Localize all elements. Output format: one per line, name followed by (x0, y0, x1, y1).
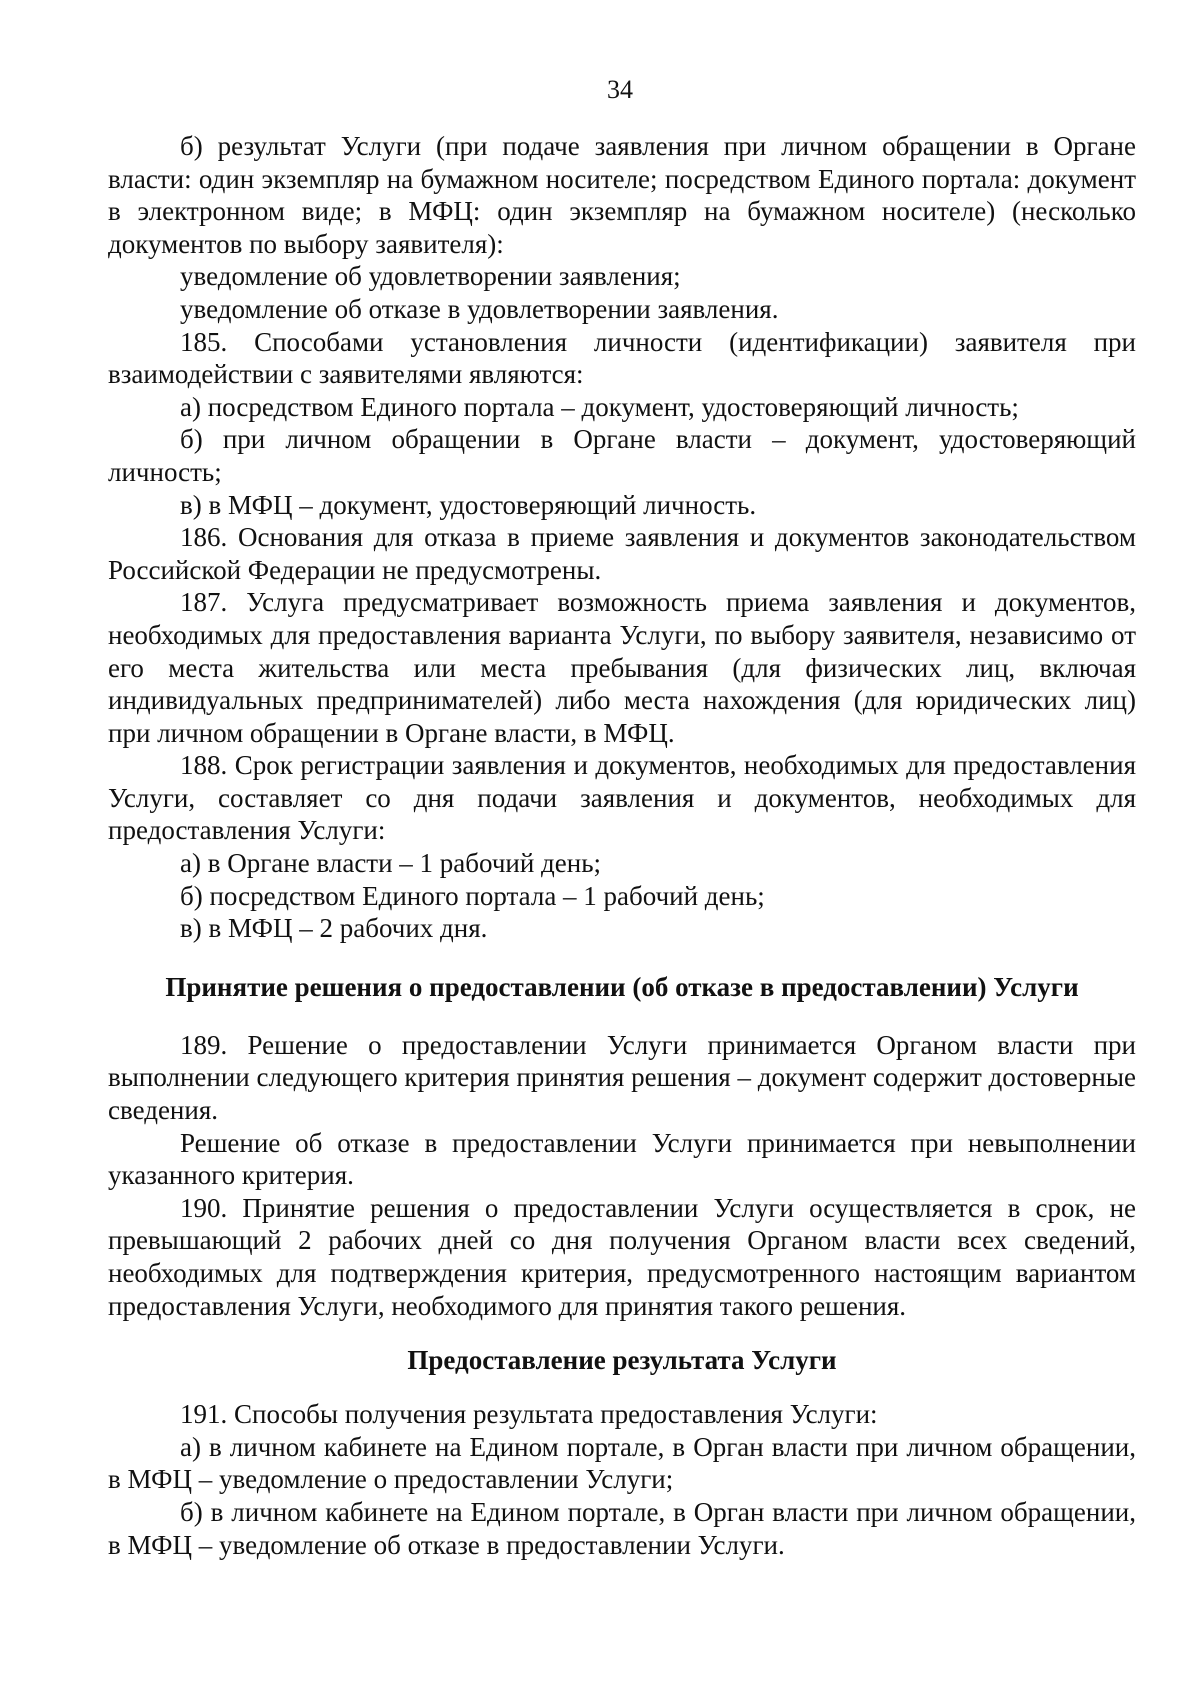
page-number: 34 (607, 75, 633, 104)
paragraph-191: 191. Способы получения результата предоставления Услуги: (180, 1399, 878, 1430)
paragraph-refusal-decision: Решение об отказе в предоставлении Услуги принимается при невыполнении указанного критерия. (108, 1127, 1136, 1191)
paragraph-190: 190. Принятие решения о предоставлении Услуги осуществляется в срок, не превышающий 2 рабочих дней со дня получения Органом власти всех сведений, необходимых для подтверждения критерия, предусмотренного настоящим вариантом предоставления Услуги, необходимого для принятия такого решения. (108, 1192, 1136, 1321)
section-heading-decision: Принятие решения о предоставлении (об отказе в предоставлении) Услуги (165, 971, 1079, 1002)
paragraph-notice-approval: уведомление об удовлетворении заявления; (180, 261, 681, 292)
paragraph-188-c: в) в МФЦ – 2 рабочих дня. (180, 913, 488, 944)
document-body (108, 130, 1136, 1561)
paragraph-188: 188. Срок регистрации заявления и документов, необходимых для предоставления Услуги, составляет со дня подачи заявления и документов, необходимых для предоставления Услуги: (108, 750, 1136, 846)
paragraph-result-options: б) результат Услуги (при подаче заявления при личном обращении в Органе власти: один экземпляр на бумажном носителе; посредством Единого портала: документ в электронном виде; в МФЦ: один экземпляр на бумажном носителе) (несколько документов по выбору заявителя): (108, 131, 1136, 259)
paragraph-186: 186. Основания для отказа в приеме заявления и документов законодательством Российской Федерации не предусмотрены. (108, 522, 1136, 585)
paragraph-188-a: а) в Органе власти – 1 рабочий день; (180, 848, 602, 879)
paragraph-188-b: б) посредством Единого портала – 1 рабочий день; (180, 880, 765, 911)
paragraph-185-c: в) в МФЦ – документ, удостоверяющий личность. (180, 489, 757, 520)
paragraph-notice-refusal: уведомление об отказе в удовлетворении заявления. (180, 293, 779, 324)
paragraph-185-a: а) посредством Единого портала – документ, удостоверяющий личность; (180, 391, 1019, 422)
paragraph-189: 189. Решение о предоставлении Услуги принимается Органом власти при выполнении следующего критерия принятия решения – документ содержит достоверные сведения. (108, 1029, 1136, 1126)
paragraph-185-b: б) при личном обращении в Органе власти – документ, удостоверяющий личность; (108, 424, 1136, 487)
paragraph-191-a: а) в личном кабинете на Едином портале, в Орган власти при личном обращении, в МФЦ – уведомление о предоставлении Услуги; (108, 1431, 1136, 1495)
paragraph-185: 185. Способами установления личности (идентификации) заявителя при взаимодействии с заявителями являются: (108, 326, 1136, 390)
section-heading-result: Предоставление результата Услуги (407, 1345, 837, 1376)
paragraph-187: 187. Услуга предусматривает возможность приема заявления и документов, необходимых для предоставления варианта Услуги, по выбору заявителя, независимо от его места жительства или места пребывания (для физических лиц, включая индивидуальных предпринимателей) либо места нахождения (для юридических лиц) при личном обращении в Органе власти, в МФЦ. (108, 587, 1136, 748)
paragraph-191-b: б) в личном кабинете на Едином портале, в Орган власти при личном обращении, в МФЦ – уведомление об отказе в предоставлении Услуги. (108, 1496, 1136, 1560)
